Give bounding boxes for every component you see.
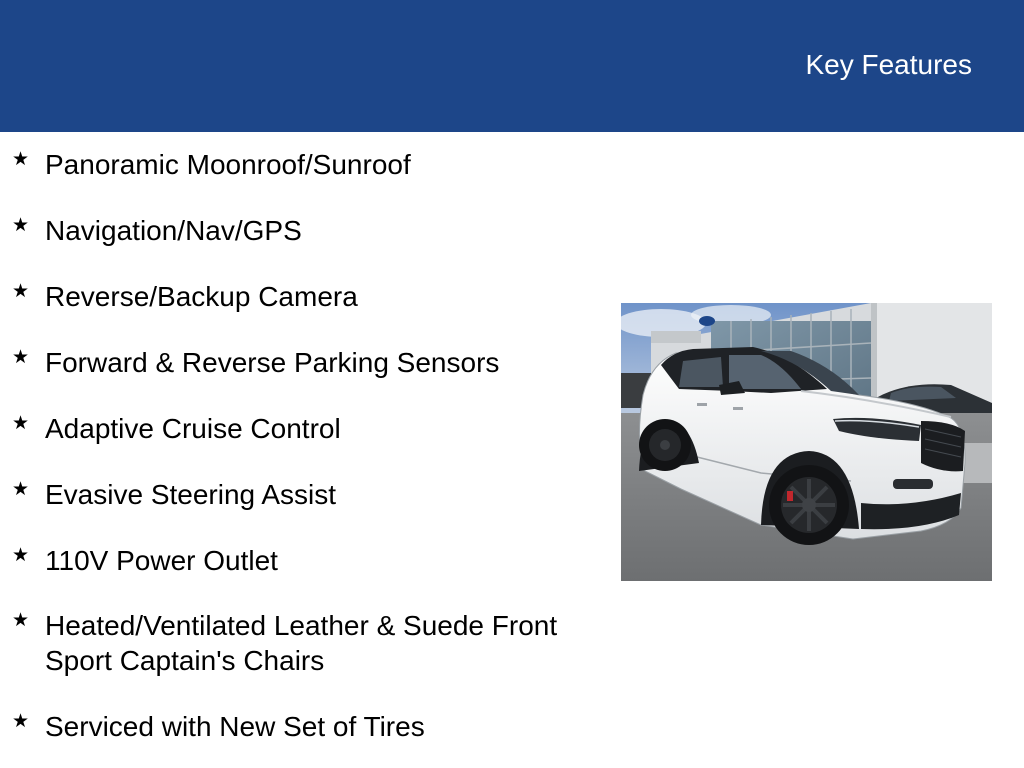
star-icon: ★: [12, 545, 30, 566]
star-icon: ★: [12, 610, 30, 631]
feature-label: 110V Power Outlet: [45, 545, 278, 576]
star-icon: ★: [12, 413, 30, 434]
vehicle-photo: [621, 303, 992, 581]
page-title: Key Features: [805, 49, 972, 80]
vehicle-photo-illustration: [621, 303, 992, 581]
star-icon: ★: [12, 215, 30, 236]
feature-label: Reverse/Backup Camera: [45, 281, 358, 312]
feature-label: Evasive Steering Assist: [45, 479, 337, 510]
feature-label: Navigation/Nav/GPS: [45, 215, 302, 246]
star-icon: ★: [12, 281, 30, 302]
star-icon: ★: [12, 711, 30, 732]
feature-label: Panoramic Moonroof/Sunroof: [45, 149, 411, 180]
feature-label: Adaptive Cruise Control: [45, 413, 341, 444]
star-icon: ★: [12, 149, 30, 170]
feature-label: Forward & Reverse Parking Sensors: [45, 347, 500, 378]
star-icon: ★: [12, 479, 30, 500]
star-icon: ★: [12, 347, 30, 368]
feature-label: Heated/Ventilated Leather & Suede Front Sport Captain's Chairs: [45, 610, 558, 676]
feature-label: Serviced with New Set of Tires: [45, 711, 425, 742]
